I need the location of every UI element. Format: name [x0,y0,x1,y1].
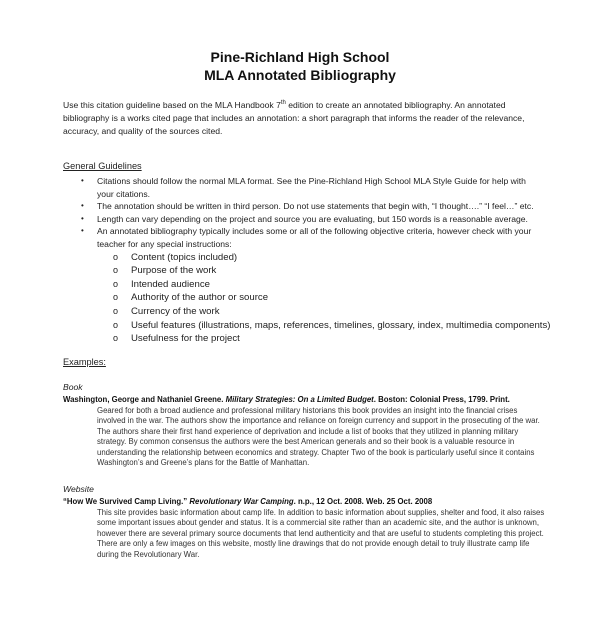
circle-bullet-icon: o [113,265,119,276]
bullet-icon: • [81,176,84,185]
criteria-item: o Intended audience [113,278,210,290]
circle-bullet-icon: o [113,333,119,344]
bullet-icon: • [81,201,84,211]
criteria-item: o Purpose of the work [113,265,217,277]
circle-bullet-icon: o [113,319,119,330]
circle-bullet-icon: o [113,278,119,289]
book-label: Book [63,382,83,392]
criteria-item: o Authority of the author or source [113,292,269,304]
bullet-icon: • [81,226,84,236]
school-title: Pine-Richland High School [210,49,390,65]
website-annotation: This site provides basic information about camp life. In addition to basic information about supplies, shelter and food, it also raises some important issues about gender and status. It is a commercial site rather than an academic site, and the author is unknown, however there are several primary source documents that lend authenticity and that are useful to students completing this project. There are only a few images on this website, mostly line drawings that do not provide enough detail to truly illustrate camp life during the Revolutionary War. [97,508,545,559]
list-item: • An annotated bibliography typically includes some or all of the following objective criteria, however check with your teacher for any special instructions: o Content (topics included) o Purpose of the work o Intended audience o Authority of the author or source o Currency of the work o Useful features (illustrations, maps, references, timelines, glossary, index, multimedia components) o Usefulness for the project [81,226,551,345]
circle-bullet-icon: o [113,292,119,303]
intro-paragraph: Use this citation guideline based on the MLA Handbook 7th edition to create an annotated bibliography. An annotated bibliography is a works cited page that includes an annotation: a short paragraph that informs the reader of the relevance, accuracy, and quality of the sources cited. [63,99,525,136]
list-item: • Citations should follow the normal MLA format. See the Pine-Richland High School MLA Style Guide for help with your citations. [81,176,526,199]
circle-bullet-icon: o [113,251,119,262]
criteria-item: o Content (topics included) [113,251,238,263]
criteria-item: o Usefulness for the project [113,333,240,345]
criteria-list [97,251,551,346]
book-citation: Washington, George and Nathaniel Greene. Military Strategies: On a Limited Budget. Boston: Colonial Press, 1799. Print. [63,395,510,404]
list-item: • Length can vary depending on the project and source you are evaluating, but 150 words is a reasonable average. [81,213,528,224]
examples-heading: Examples: [63,357,106,367]
criteria-item: o Currency of the work [113,305,220,317]
general-guidelines-heading: General Guidelines [63,161,142,171]
list-item: • The annotation should be written in third person. Do not use statements that begin with, “I thought….” “I feel…” etc. [81,201,534,212]
criteria-item: o Useful features (illustrations, maps, references, timelines, glossary, index, multimedia components) [113,319,551,331]
document-title: MLA Annotated Bibliography [204,67,396,83]
circle-bullet-icon: o [113,305,119,316]
bullet-icon: • [81,213,84,223]
book-annotation: Geared for both a broad audience and professional military historians this book provides an insight into the financial crises involved in the war. The authors show the importance and reliance on foreign currency and support in the prosecuting of the war. The authors share their first hand experience of deprivation and include a list of books that they utilized in planning military strategy. By common consensus the authors were the best American generals and so their book is a valuable resource in understanding the relationship between economics and strategy. Chapter Two of the book is particularly useful since it contains Washington’s and Greene’s plans for the Battle of Manhattan. [97,406,540,468]
guidelines-list [63,175,551,346]
website-label: Website [63,484,94,494]
website-citation: “How We Survived Camp Living.” Revolutionary War Camping. n.p., 12 Oct. 2008. Web. 25 Oct. 2008 [63,497,433,506]
